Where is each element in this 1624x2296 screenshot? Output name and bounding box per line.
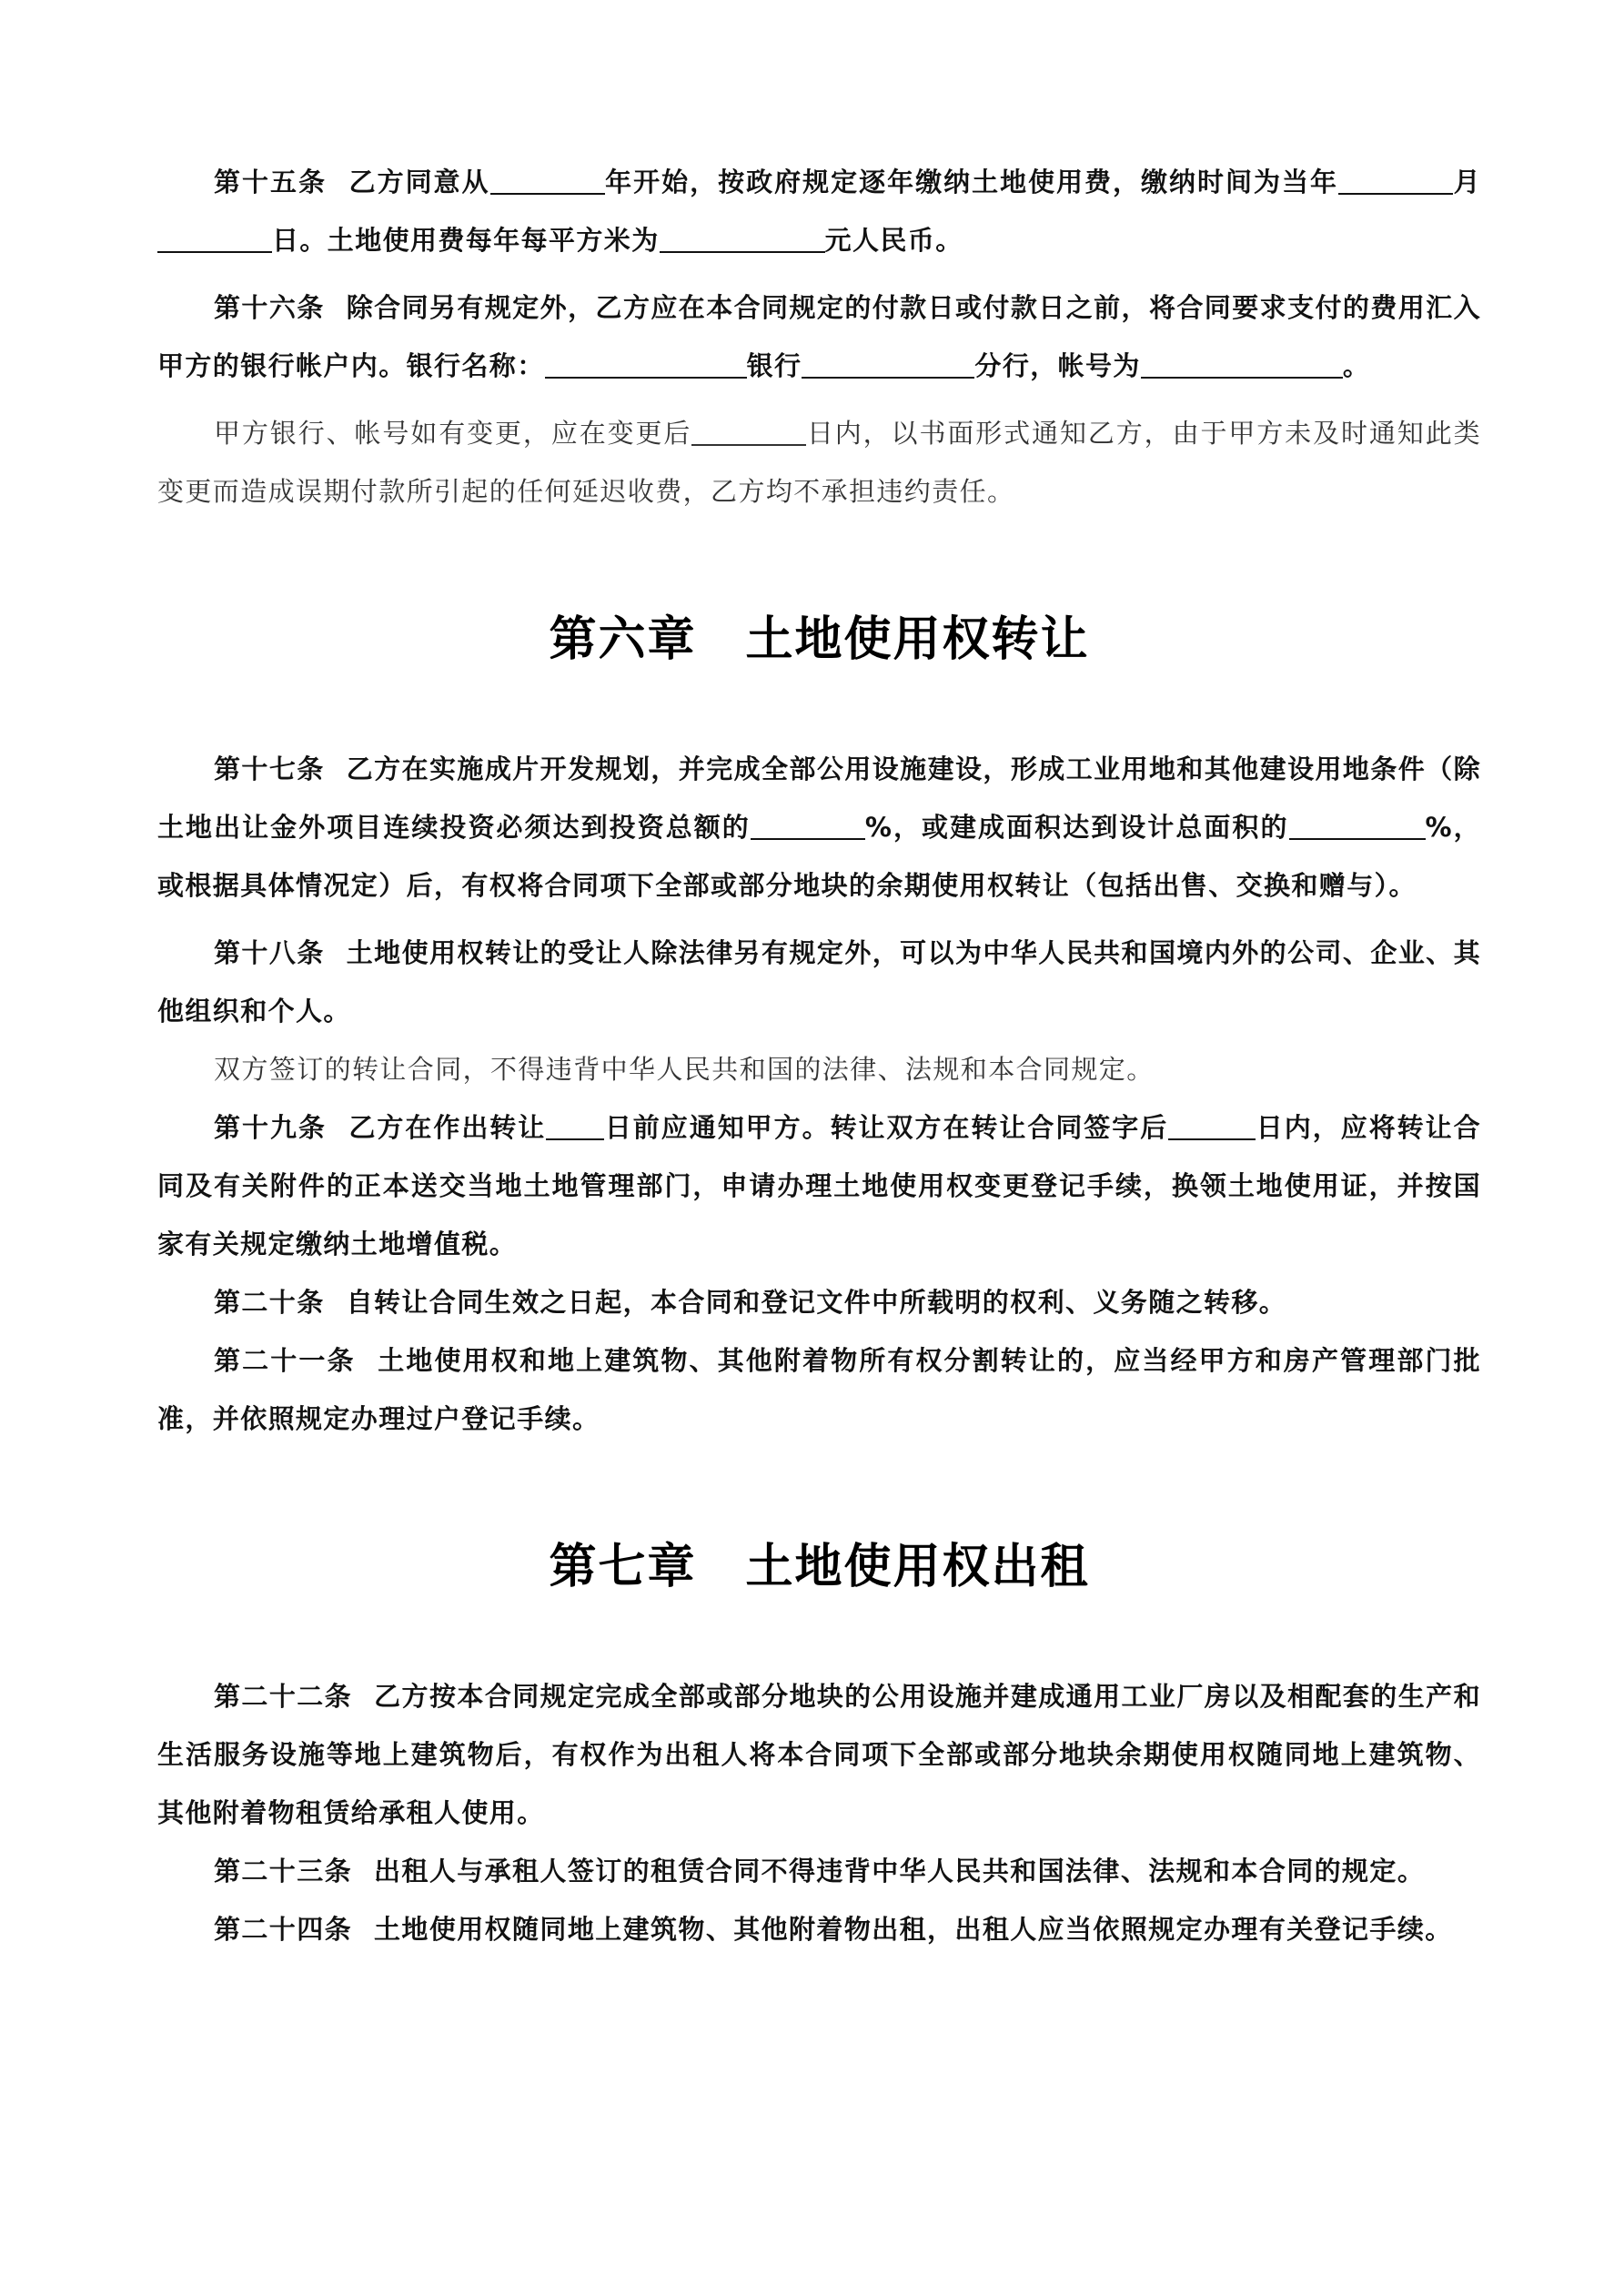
article-18: 第十八条 土地使用权转让的受让人除法律另有规定外，可以为中华人民共和国境内外的公司、企业、其他组织和个人。 xyxy=(157,937,1482,1027)
blank-branch-name[interactable] xyxy=(802,349,974,379)
blank-account-number[interactable] xyxy=(1141,349,1343,379)
article-label: 第十九条 xyxy=(214,1112,327,1143)
contract-page xyxy=(157,153,1481,1958)
article-label: 第十七条 xyxy=(214,754,325,784)
article-label: 第十八条 xyxy=(214,937,325,968)
blank-submit-days[interactable] xyxy=(1168,1111,1256,1140)
article-18-note: 双方签订的转让合同，不得违背中华人民共和国的法律、法规和本合同规定。 xyxy=(214,1054,1155,1085)
blank-bank-name[interactable] xyxy=(545,349,747,379)
article-label: 第二十三条 xyxy=(214,1856,353,1886)
blank-payment-month[interactable] xyxy=(1338,166,1453,195)
blank-notify-days[interactable] xyxy=(691,417,806,446)
article-24: 第二十四条 土地使用权随同地上建筑物、其他附着物出租，出租人应当依照规定办理有关登记手续。 xyxy=(214,1914,1453,1945)
article-16: 第十六条 除合同另有规定外，乙方应在本合同规定的付款日或付款日之前，将合同要求支付的费用汇入甲方的银行帐户内。银行名称： 银行 分行，帐号为 。 xyxy=(157,292,1482,381)
article-label: 第十六条 xyxy=(214,292,325,323)
chapter-7-heading: 第七章 土地使用权出租 xyxy=(549,1539,1090,1594)
article-label: 第二十一条 xyxy=(214,1345,356,1376)
blank-fee-amount[interactable] xyxy=(660,224,825,253)
blank-start-year[interactable] xyxy=(490,166,605,195)
blank-payment-day[interactable] xyxy=(157,224,272,253)
article-17: 第十七条 乙方在实施成片开发规划，并完成全部公用设施建设，形成工业用地和其他建设用地条件（除土地出让金外项目连续投资必须达到投资总额的 %，或建成面积达到设计总面积的 %，或根据具体情况定）后，有权将合同项下全部或部分地块的余期使用权转让（包括出售、交换和赠与）。 xyxy=(157,754,1482,901)
article-label: 第二十条 xyxy=(214,1287,325,1318)
article-21: 第二十一条 土地使用权和地上建筑物、其他附着物所有权分割转让的，应当经甲方和房产管理部门批准，并依照规定办理过户登记手续。 xyxy=(157,1345,1481,1434)
chapter-6-heading: 第六章 土地使用权转让 xyxy=(549,612,1090,667)
article-label: 第十五条 xyxy=(214,167,327,197)
blank-notice-days[interactable] xyxy=(546,1111,604,1140)
article-15: 第十五条 乙方同意从 年开始，按政府规定逐年缴纳土地使用费，缴纳时间为当年 月日。土地使用费每年每平方米为 元人民币。 xyxy=(157,153,1481,269)
article-22: 第二十二条 乙方按本合同规定完成全部或部分地块的公用设施并建成通用工业厂房以及相配套的生产和生活服务设施等地上建筑物后，有权作为出租人将本合同项下全部或部分地块余期使用权随同地上建筑物、其他附着物租赁给承租人使用。 xyxy=(157,1681,1481,1828)
article-label: 第二十四条 xyxy=(214,1914,353,1945)
article-19: 第十九条 乙方在作出转让 日前应通知甲方。转让双方在转让合同签字后 日内，应将转让合同及有关附件的正本送交当地土地管理部门，申请办理土地使用权变更登记手续，换领土地使用证，并按国家有关规定缴纳土地增值税。 xyxy=(157,1112,1481,1259)
blank-investment-percent[interactable] xyxy=(751,811,865,840)
article-23: 第二十三条 出租人与承租人签订的租赁合同不得违背中华人民共和国法律、法规和本合同的规定。 xyxy=(214,1856,1426,1886)
article-20: 第二十条 自转让合同生效之日起，本合同和登记文件中所载明的权利、义务随之转移。 xyxy=(214,1287,1287,1318)
article-label: 第二十二条 xyxy=(214,1681,353,1712)
blank-area-percent[interactable] xyxy=(1289,811,1426,840)
article-16-note: 甲方银行、帐号如有变更，应在变更后 日内，以书面形式通知乙方，由于甲方未及时通知此类变更而造成误期付款所引起的任何延迟收费，乙方均不承担违约责任。 xyxy=(157,418,1481,507)
